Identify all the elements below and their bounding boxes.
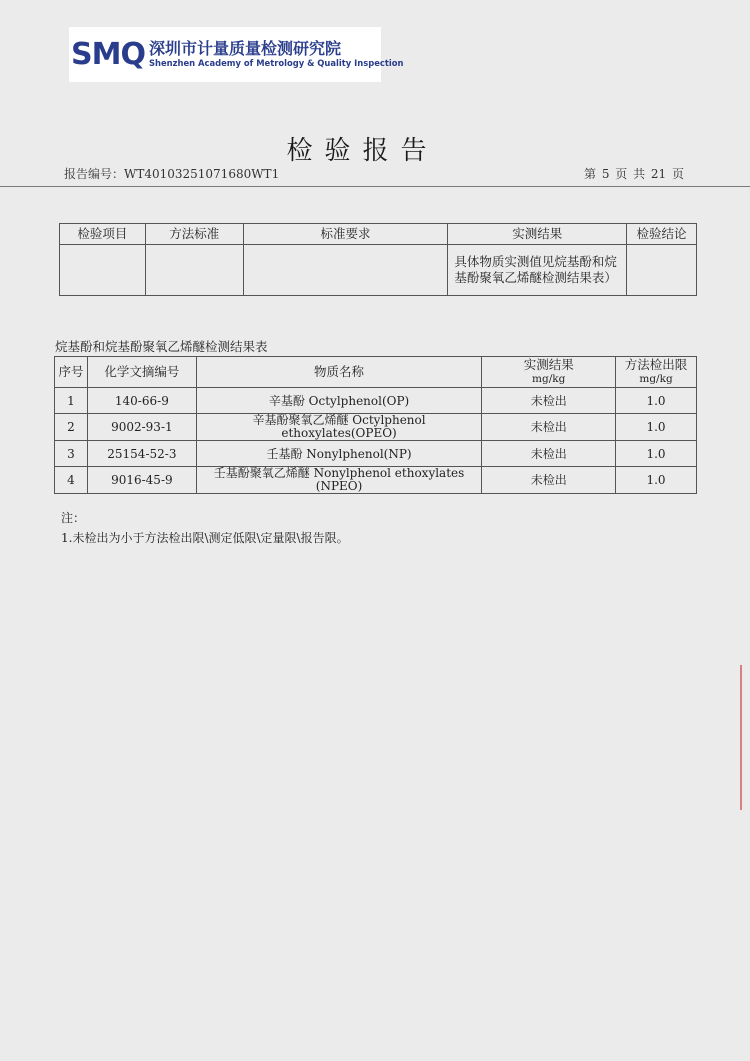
header-result-unit: mg/kg	[532, 373, 566, 385]
logo-name-en: Shenzhen Academy of Metrology & Quality Inspection	[148, 58, 404, 68]
row-substance: 辛基酚 Octylphenol(OP)	[196, 388, 482, 414]
header-result-label: 实测结果	[523, 357, 574, 372]
header-seq: 序号	[55, 357, 88, 388]
header-inspection-item: 检验项目	[60, 224, 146, 245]
row-cas: 9016-45-9	[87, 467, 196, 494]
table-row	[55, 388, 697, 414]
row-substance: 壬基酚聚氧乙烯醚 Nonylphenol ethoxylates (NPEO)	[196, 467, 482, 494]
row-result: 未检出	[482, 467, 616, 494]
row-seq: 4	[55, 467, 88, 494]
logo-name-cn: 深圳市计量质量检测研究院	[148, 39, 341, 58]
header-result	[482, 357, 616, 388]
header-standard-requirement: 标准要求	[243, 224, 448, 245]
header-divider	[0, 186, 750, 187]
row-result: 未检出	[482, 441, 616, 467]
header-substance: 物质名称	[196, 357, 482, 388]
row-seq: 2	[55, 414, 88, 441]
results-header-row	[55, 357, 697, 388]
logo-text	[149, 40, 403, 69]
logo-mark: SMQ	[71, 37, 145, 72]
report-number: 报告编号：WT40103251071680WT1	[64, 167, 280, 181]
page-info: 第 5 页 共 21 页	[584, 167, 684, 181]
summary-header-row	[60, 224, 697, 245]
header-measured-result: 实测结果	[448, 224, 627, 245]
header-limit	[616, 357, 697, 388]
report-title: 检验报告	[286, 136, 439, 166]
results-table-caption: 烷基酚和烷基酚聚氧乙烯醚检测结果表	[55, 339, 268, 354]
summary-table	[59, 223, 697, 296]
header-limit-label: 方法检出限	[624, 357, 688, 372]
summary-cell-result: 具体物质实测值见烷基酚和烷基酚聚氧乙烯醚检测结果表）	[448, 245, 627, 296]
results-table	[54, 356, 697, 494]
row-result: 未检出	[482, 388, 616, 414]
row-result: 未检出	[482, 414, 616, 441]
institute-logo	[69, 27, 404, 82]
table-row	[55, 441, 697, 467]
row-cas: 25154-52-3	[87, 441, 196, 467]
table-row	[55, 414, 697, 441]
header-method-standard: 方法标准	[145, 224, 243, 245]
row-substance: 壬基酚 Nonylphenol(NP)	[196, 441, 482, 467]
notes-label: 注：	[61, 511, 86, 525]
table-row	[55, 467, 697, 494]
row-limit: 1.0	[616, 414, 697, 441]
summary-cell-conclusion	[627, 245, 697, 296]
header-conclusion: 检验结论	[627, 224, 697, 245]
row-limit: 1.0	[616, 467, 697, 494]
summary-cell-requirement	[243, 245, 448, 296]
row-limit: 1.0	[616, 441, 697, 467]
row-substance: 辛基酚聚氧乙烯醚 Octylphenol ethoxylates(OPEO)	[196, 414, 482, 441]
header-limit-unit: mg/kg	[639, 373, 673, 385]
row-limit: 1.0	[616, 388, 697, 414]
summary-cell-item	[60, 245, 146, 296]
header-cas: 化学文摘编号	[87, 357, 196, 388]
row-seq: 1	[55, 388, 88, 414]
row-cas: 140-66-9	[87, 388, 196, 414]
row-seq: 3	[55, 441, 88, 467]
summary-row	[60, 245, 697, 296]
seal-stamp-edge	[740, 665, 750, 810]
note-item: 1.未检出为小于方法检出限\测定低限\定量限\报告限。	[61, 531, 349, 545]
summary-cell-method	[145, 245, 243, 296]
row-cas: 9002-93-1	[87, 414, 196, 441]
